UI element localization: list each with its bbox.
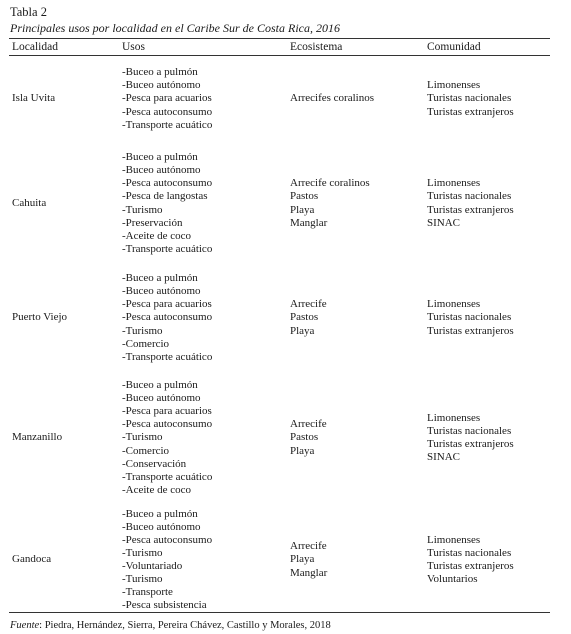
cell-comunidad-line: Turistas nacionales: [427, 546, 512, 559]
cell-comunidad: [427, 270, 514, 366]
cell-comunidad-line: Voluntarios: [427, 573, 478, 586]
cell-comunidad-line: SINAC: [427, 451, 461, 464]
cell-comunidad-line: Turistas nacionales: [427, 190, 512, 203]
cell-comunidad-line: Turistas extranjeros: [427, 105, 514, 118]
cell-comunidad-line: Limonenses: [427, 298, 481, 311]
cell-localidad: [12, 147, 46, 260]
cell-comunidad-line: Turistas extranjeros: [427, 203, 514, 216]
cell-ecosistema-line: Pastos: [290, 431, 319, 444]
cell-comunidad-line: Turistas extranjeros: [427, 324, 514, 337]
cell-usos-line: -Pesca autoconsumo: [122, 418, 213, 431]
cell-ecosistema: [290, 376, 327, 500]
cell-ecosistema-line: Playa: [290, 203, 315, 216]
cell-usos-line: -Transporte acuático: [122, 242, 213, 255]
cell-usos-line: -Buceo autónomo: [122, 392, 201, 405]
header-usos: Usos: [122, 41, 146, 53]
header-ecosistema: Ecosistema: [290, 41, 343, 53]
cell-usos-line: -Pesca autoconsumo: [122, 177, 213, 190]
cell-ecosistema-line: Manglar: [290, 216, 328, 229]
cell-comunidad-line: Turistas nacionales: [427, 311, 512, 324]
cell-usos-line: -Transporte: [122, 586, 173, 599]
cell-localidad-text: Isla Uvita: [12, 92, 56, 105]
cell-usos-line: -Buceo autónomo: [122, 520, 201, 533]
cell-ecosistema-line: Manglar: [290, 566, 328, 579]
cell-ecosistema-line: Pastos: [290, 190, 319, 203]
cell-usos: [122, 270, 212, 366]
cell-localidad: [12, 376, 62, 500]
table-header: [0, 39, 571, 55]
cell-usos-line: -Pesca de langostas: [122, 190, 208, 203]
table-row: [0, 507, 571, 613]
cell-comunidad-line: Limonenses: [427, 533, 481, 546]
cell-comunidad: [427, 147, 514, 260]
cell-usos-line: -Voluntariado: [122, 560, 183, 572]
cell-ecosistema-line: Arrecifes coralinos: [290, 92, 374, 105]
cell-comunidad: [427, 60, 514, 138]
cell-ecosistema-line: Pastos: [290, 311, 319, 324]
cell-comunidad-line: Turistas nacionales: [427, 424, 512, 437]
cell-usos-line: -Pesca autoconsumo: [122, 105, 213, 118]
cell-usos-line: -Transporte acuático: [122, 350, 213, 363]
cell-comunidad-line: Turistas extranjeros: [427, 560, 514, 572]
cell-usos-line: -Pesca subsistencia: [122, 599, 207, 612]
cell-usos-line: -Turismo: [122, 324, 163, 337]
cell-usos-line: -Comercio: [122, 337, 170, 350]
header-comunidad: Comunidad: [427, 41, 481, 53]
cell-comunidad-line: Limonenses: [427, 411, 481, 424]
cell-ecosistema: [290, 507, 327, 613]
cell-usos: [122, 507, 212, 613]
cell-localidad: [12, 507, 51, 613]
cell-localidad: [12, 60, 55, 138]
cell-usos-line: -Preservación: [122, 216, 183, 229]
cell-localidad: [12, 270, 67, 366]
source-text: : Piedra, Hernández, Sierra, Pereira Chávez, Castillo y Morales, 2018: [39, 620, 331, 631]
cell-comunidad-line: SINAC: [427, 216, 461, 229]
table-row: [0, 376, 571, 500]
cell-usos-line: -Buceo a pulmón: [122, 379, 198, 392]
cell-usos-line: -Transporte acuático: [122, 470, 213, 483]
table-row: [0, 270, 571, 366]
cell-usos-line: -Aceite de coco: [122, 229, 192, 242]
cell-usos-line: -Buceo a pulmón: [122, 66, 198, 79]
table-row: [0, 60, 571, 138]
table-row: [0, 147, 571, 260]
cell-usos-line: -Turismo: [122, 203, 163, 216]
cell-comunidad-line: Turistas nacionales: [427, 92, 512, 105]
source-note: [10, 619, 331, 632]
cell-ecosistema-line: Playa: [290, 324, 315, 337]
cell-usos-line: -Conservación: [122, 457, 187, 470]
cell-usos-line: -Buceo a pulmón: [122, 507, 198, 520]
table-title: Principales usos por localidad en el Caribe Sur de Costa Rica, 2016: [10, 21, 340, 35]
cell-usos-line: -Pesca para acuarios: [122, 298, 212, 311]
cell-usos-line: -Turismo: [122, 431, 163, 444]
table-bottom-rule: [9, 612, 550, 613]
cell-ecosistema: [290, 147, 370, 260]
cell-usos-line: -Aceite de coco: [122, 483, 192, 496]
header-localidad: Localidad: [12, 41, 58, 53]
cell-ecosistema-line: Arrecife: [290, 298, 327, 311]
cell-usos-line: -Buceo autónomo: [122, 79, 201, 92]
source-label: Fuente: [10, 620, 40, 631]
cell-comunidad: [427, 376, 514, 500]
cell-comunidad-line: Limonenses: [427, 177, 481, 190]
cell-comunidad: [427, 507, 514, 613]
cell-ecosistema: [290, 270, 327, 366]
cell-ecosistema-line: Arrecife coralinos: [290, 177, 370, 190]
cell-usos-line: -Pesca para acuarios: [122, 92, 212, 105]
cell-usos-line: -Turismo: [122, 573, 163, 586]
cell-usos: [122, 60, 212, 138]
table-header-rule: [9, 55, 550, 56]
cell-usos-line: -Buceo autónomo: [122, 164, 201, 177]
cell-localidad-text: Puerto Viejo: [12, 311, 68, 324]
cell-usos-line: -Pesca para acuarios: [122, 405, 212, 418]
cell-localidad-text: Cahuita: [12, 196, 47, 209]
cell-usos: [122, 147, 212, 260]
cell-localidad-text: Gandoca: [12, 553, 52, 566]
cell-usos-line: -Pesca autoconsumo: [122, 311, 213, 324]
cell-usos-line: -Buceo a pulmón: [122, 151, 198, 164]
table-label: Tabla 2: [10, 5, 47, 19]
cell-usos-line: -Turismo: [122, 546, 163, 559]
cell-ecosistema-line: Playa: [290, 553, 315, 566]
cell-comunidad-line: Turistas extranjeros: [427, 438, 514, 450]
cell-ecosistema: [290, 60, 374, 138]
cell-comunidad-line: Limonenses: [427, 79, 481, 92]
cell-localidad-text: Manzanillo: [12, 431, 63, 444]
cell-ecosistema-line: Arrecife: [290, 418, 327, 431]
cell-usos-line: -Pesca autoconsumo: [122, 533, 213, 546]
cell-ecosistema-line: Arrecife: [290, 540, 327, 553]
cell-usos: [122, 376, 212, 500]
cell-usos-line: -Transporte acuático: [122, 118, 213, 131]
cell-usos-line: -Comercio: [122, 444, 170, 457]
cell-usos-line: -Buceo a pulmón: [122, 272, 198, 285]
cell-ecosistema-line: Playa: [290, 444, 315, 457]
cell-usos-line: -Buceo autónomo: [122, 285, 201, 298]
